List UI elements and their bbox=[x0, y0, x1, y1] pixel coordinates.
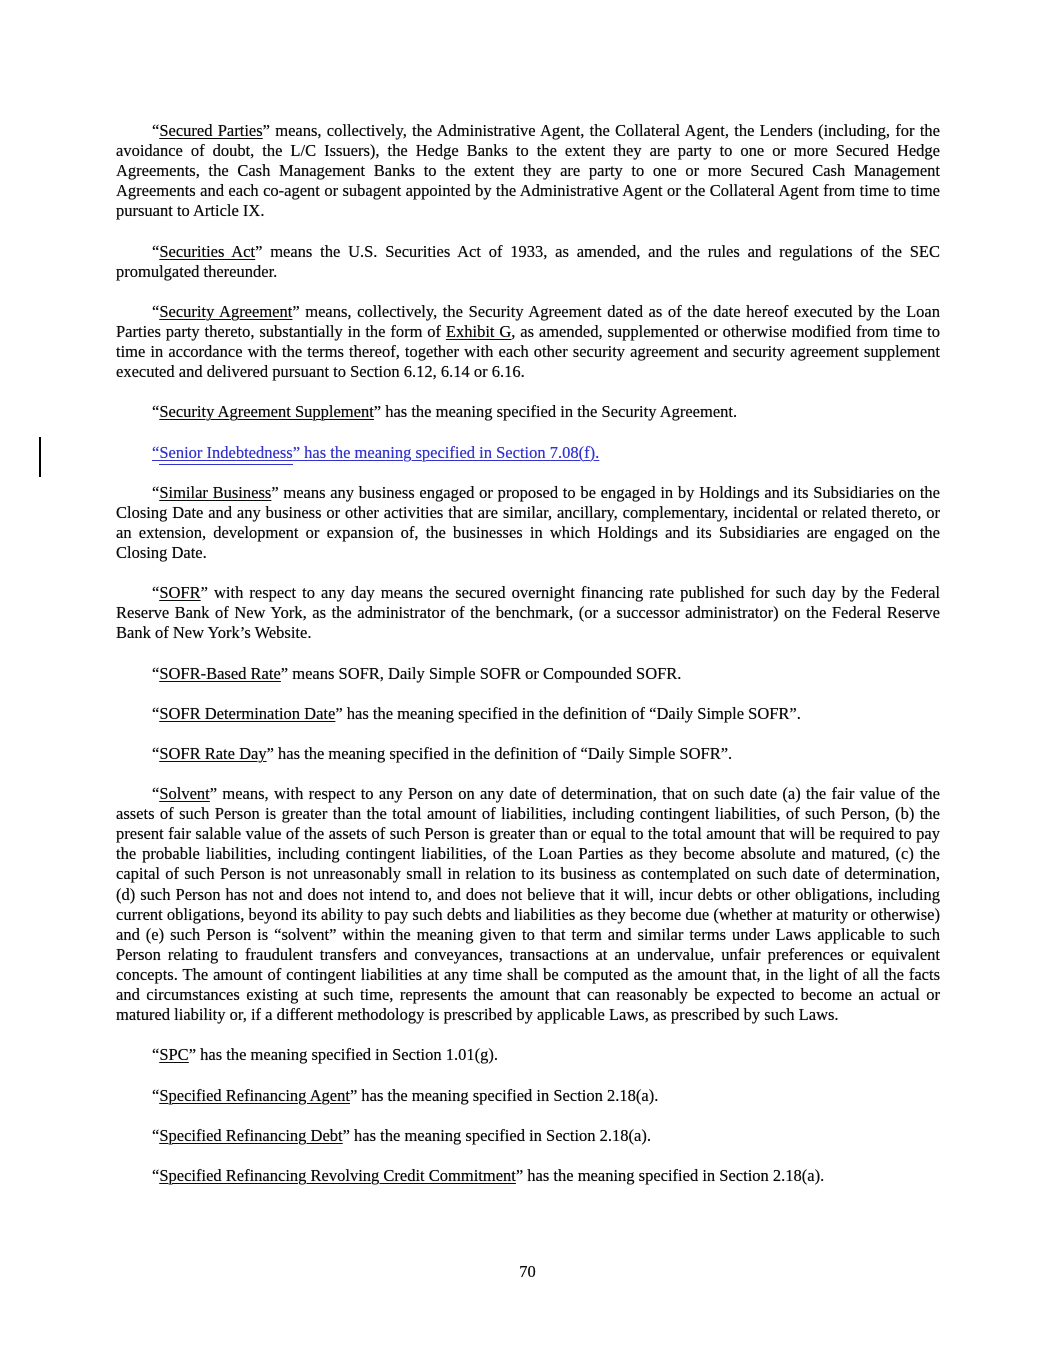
definition-specified-refinancing-revolving-credit-commitment bbox=[116, 1166, 940, 1186]
defined-term: SOFR-Based Rate bbox=[159, 663, 281, 683]
text-run: ” means, collectively, the Security Agreement dated as of the date hereof executed by the Loan Parties party thereto, substantially in the form of bbox=[116, 301, 940, 341]
defined-term: Similar Business bbox=[159, 482, 272, 502]
text-run: , as amended, supplemented or otherwise modified from time to time in accordance with the terms thereof, together with each other security agreement and security agreement supplement executed and delivered pursuant to Section 6.12, 6.14 or 6.16. bbox=[116, 321, 941, 382]
text-run: ” means SOFR, Daily Simple SOFR or Compounded SOFR. bbox=[280, 663, 682, 683]
text-run: ” means, collectively, the Administrative Agent, the Collateral Agent, the Lenders (including, for the avoidance of doubt, the L/C Issuers), the Hedge Banks to the extent they are party to one or more Secured Hedge Agreements, the Cash Management Banks to the extent they are party to one or more Secured Cash Management Agreements and each co-agent or subagent appointed by the Administrative Agent or the Collateral Agent from time to time pursuant to Article IX. bbox=[116, 121, 940, 221]
text-run: ” means, with respect to any Person on any date of determination, that on such date (a) the fair value of the assets of such Person is greater than the total amount of liabilities, including contingent liabilities, of such Person, (b) the present fair salable value of the assets of such Person is greater than or equal to the total amount that will be required to pay the probable liabilities, including contingent liabilities, of the Loan Parties as they become absolute and matured, (c) the capital of such Person is not unreasonably small in relation to its business as contemplated on such date of determination, (d) such Person has not and does not intend to, and does not believe that it will, incur debts or other obligations, including current obligations, beyond its ability to pay such debts and liabilities as they become due (whether at maturity or otherwise) and (e) such Person is “solvent” within the meaning given to that term and similar terms under Laws applicable to such Person relating to fraudulent transfers and conveyances, transactions at an undervalue, unfair preferences or equivalent concepts. The amount of contingent liabilities at any time shall be computed as the amount that, in the light of all the facts and circumstances existing at such time, represents the amount that can reasonably be expected to become an actual or matured liability or, if a different methodology is prescribed by applicable Laws, as prescribed by such Laws. bbox=[116, 784, 940, 1025]
defined-term: Security Agreement Supplement bbox=[159, 402, 374, 422]
text-run: “ bbox=[152, 663, 160, 683]
change-bar bbox=[39, 437, 41, 477]
text-run: “ bbox=[152, 402, 160, 422]
text-run: ” has the meaning specified in Section 2.18(a). bbox=[515, 1165, 825, 1185]
text-run: ” has the meaning specified in Section 2.18(a). bbox=[342, 1125, 651, 1145]
text-run: “ bbox=[152, 1085, 160, 1105]
definition-specified-refinancing-agent bbox=[116, 1086, 940, 1106]
defined-term: Secured Parties bbox=[159, 121, 263, 140]
text-run: “ bbox=[152, 442, 160, 462]
definition-sofr bbox=[116, 583, 940, 643]
defined-term: Specified Refinancing Revolving Credit Commitment bbox=[159, 1165, 516, 1185]
text-run: “ bbox=[152, 703, 160, 723]
text-run: “ bbox=[152, 583, 160, 603]
text-run: “ bbox=[152, 121, 160, 140]
text-run: ” has the meaning specified in Section 7.08(f). bbox=[292, 442, 600, 462]
definition-solvent bbox=[116, 784, 940, 1025]
definition-sofr-based-rate bbox=[116, 664, 940, 684]
definition-senior-indebtedness bbox=[116, 443, 940, 463]
text-run: ” has the meaning specified in the definition of “Daily Simple SOFR”. bbox=[266, 743, 733, 763]
text-run: ” with respect to any day means the secured overnight financing rate published for such day by the Federal Reserve Bank of New York, as the administrator of the benchmark, (or a successor administrator) on the Federal Reserve Bank of New York’s Website. bbox=[116, 583, 940, 643]
definition-secured-parties bbox=[116, 121, 940, 221]
definition-security-agreement-supplement bbox=[116, 402, 940, 422]
definition-spc bbox=[116, 1045, 940, 1065]
defined-term: SPC bbox=[159, 1045, 189, 1065]
text-run: ” has the meaning specified in the definition of “Daily Simple SOFR”. bbox=[335, 703, 801, 723]
defined-term: Exhibit G bbox=[445, 321, 512, 341]
definition-sofr-rate-day bbox=[116, 744, 940, 764]
text-run: “ bbox=[152, 1125, 160, 1145]
text-run: “ bbox=[152, 301, 160, 321]
defined-term: Solvent bbox=[159, 784, 210, 804]
text-run: ” has the meaning specified in Section 1.01(g). bbox=[188, 1045, 498, 1065]
defined-term: Specified Refinancing Debt bbox=[159, 1125, 343, 1145]
definition-specified-refinancing-debt bbox=[116, 1126, 940, 1146]
defined-term: SOFR Rate Day bbox=[159, 743, 267, 763]
text-run: “ bbox=[152, 784, 160, 804]
defined-term: Security Agreement bbox=[159, 301, 293, 321]
text-run: “ bbox=[152, 1045, 160, 1065]
text-run: “ bbox=[152, 241, 160, 261]
text-run: “ bbox=[152, 743, 160, 763]
text-run: “ bbox=[152, 482, 160, 502]
defined-term: SOFR bbox=[159, 583, 201, 603]
defined-term: Senior Indebtedness bbox=[159, 443, 292, 465]
document-body bbox=[116, 121, 940, 1206]
defined-term: Securities Act bbox=[159, 241, 256, 261]
text-run: ” means the U.S. Securities Act of 1933, as amended, and the rules and regulations of the SEC promulgated thereunder. bbox=[116, 241, 940, 281]
text-run: ” has the meaning specified in the Security Agreement. bbox=[373, 402, 738, 422]
definition-sofr-determination-date bbox=[116, 704, 940, 724]
definition-securities-act bbox=[116, 242, 940, 282]
definition-similar-business bbox=[116, 483, 940, 563]
defined-term: SOFR Determination Date bbox=[159, 703, 336, 723]
page-number: 70 bbox=[519, 1262, 536, 1281]
text-run: ” means any business engaged or proposed to be engaged in by Holdings and its Subsidiaries on the Closing Date and any business or other activities that are similar, ancillary, complementary, incidental or related thereto, or an extension, development or expansion of, the businesses in which Holdings and its Subsidiaries are engaged on the Closing Date. bbox=[116, 482, 940, 562]
text-run: ” has the meaning specified in Section 2.18(a). bbox=[349, 1085, 659, 1105]
text-run: “ bbox=[152, 1165, 160, 1185]
defined-term: Specified Refinancing Agent bbox=[159, 1085, 350, 1105]
definition-security-agreement bbox=[116, 302, 940, 382]
